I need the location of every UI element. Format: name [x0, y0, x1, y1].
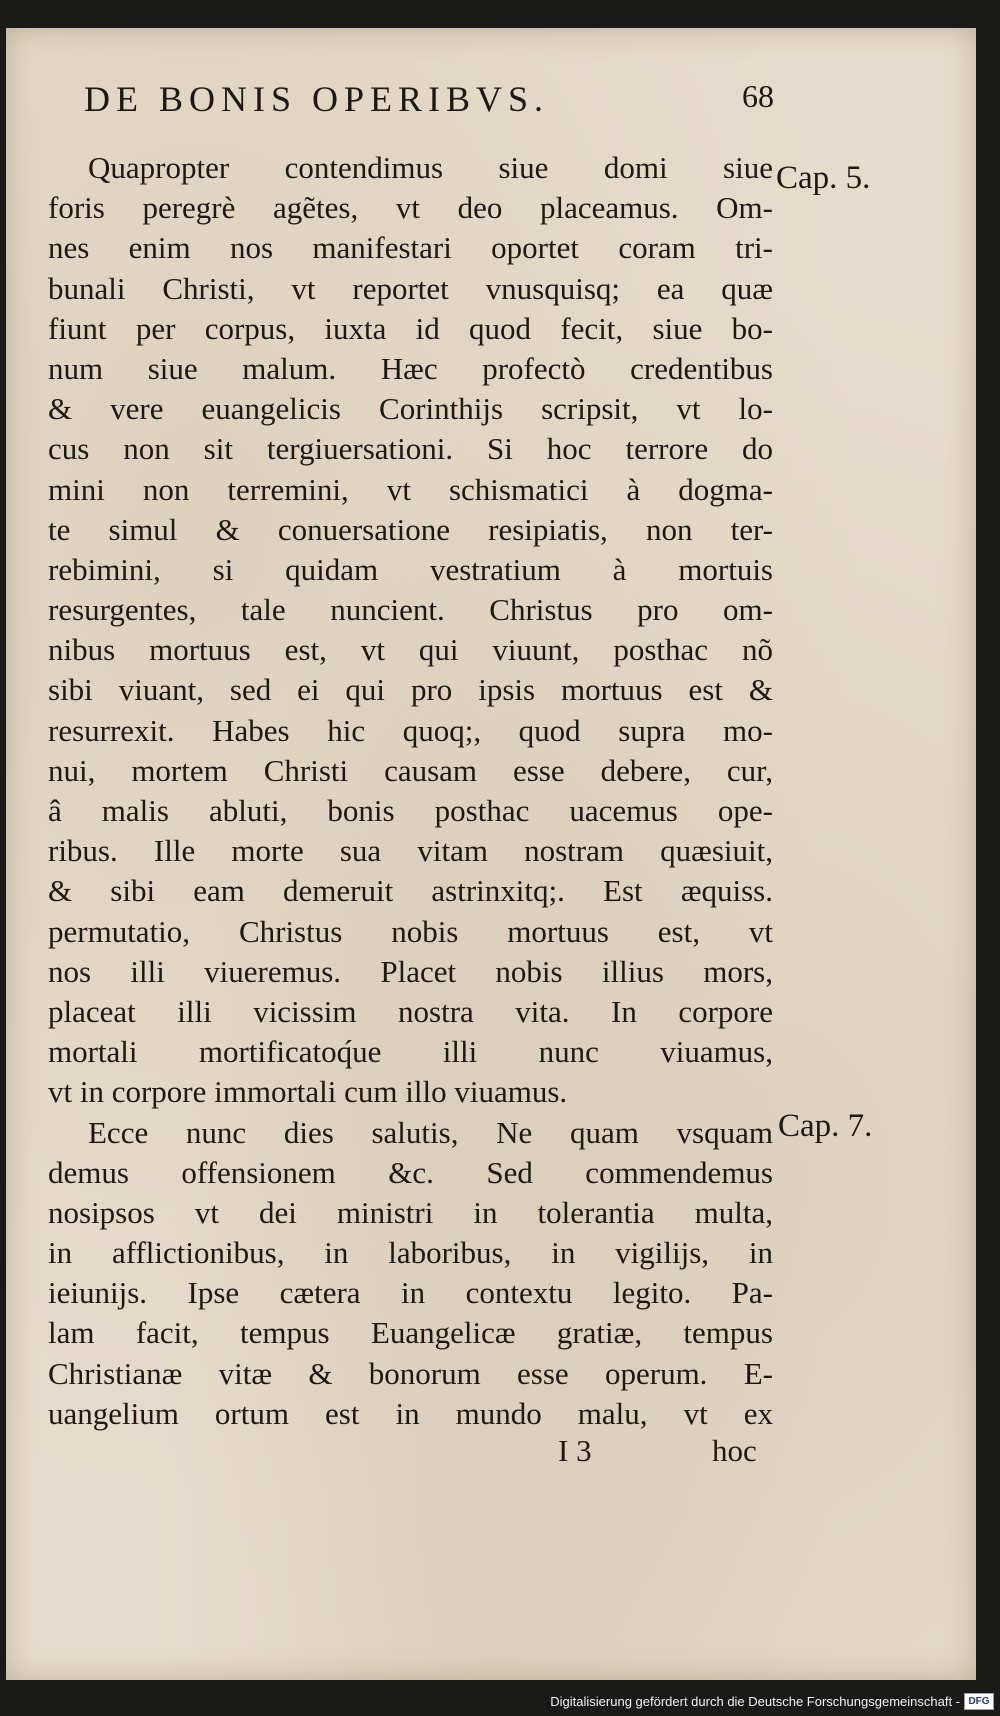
text-line: te simul & conuersatione resipiatis, non ter-	[48, 511, 773, 547]
text-line: demus offensionem &c. Sed commendemus	[48, 1154, 773, 1190]
text-line: & sibi eam demeruit astrinxitq;. Est æquiss.	[48, 873, 773, 909]
dfg-logo-icon: DFG	[964, 1693, 994, 1710]
margin-note-chapter-7: Cap. 7.	[778, 1108, 873, 1144]
margin-note-chapter-5: Cap. 5.	[776, 160, 871, 196]
credit-bar	[0, 1690, 1000, 1716]
running-title: DE BONIS OPERIBVS.	[84, 79, 550, 119]
text-line: â malis abluti, bonis posthac uacemus ope-	[48, 793, 773, 828]
text-line: fiunt per corpus, iuxta id quod fecit, siue bo-	[48, 310, 773, 346]
page-number: 68	[742, 78, 774, 114]
text-line: mini non terremini, vt schismatici à dogma-	[48, 471, 773, 507]
catchword: hoc	[712, 1433, 757, 1468]
text-line: permutatio, Christus nobis mortuus est, vt	[48, 913, 773, 949]
text-line: num siue malum. Hæc profectò credentibus	[48, 350, 773, 386]
text-line: Christianæ vitæ & bonorum esse operum. E-	[48, 1355, 773, 1391]
text-line: bunali Christi, vt reportet vnusquisq; ea quæ	[48, 270, 773, 306]
digitization-credit: Digitalisierung gefördert durch die Deutsche Forschungsgemeinschaft -	[550, 1694, 960, 1709]
text-line: lam facit, tempus Euangelicæ gratiæ, tempus	[48, 1315, 773, 1351]
text-line: ieiunijs. Ipse cætera in contextu legito. Pa-	[48, 1275, 773, 1311]
text-line: nosipsos vt dei ministri in tolerantia multa,	[48, 1194, 773, 1230]
text-line: mortali mortificatoq́ue illi nunc viuamus,	[48, 1034, 773, 1070]
text-line: sibi viuant, sed ei qui pro ipsis mortuus est &	[48, 672, 773, 708]
body-text	[48, 148, 773, 1434]
text-line: nes enim nos manifestari oportet coram tri-	[48, 230, 773, 266]
text-line: nibus mortuus est, vt qui viuunt, posthac nõ	[48, 632, 773, 668]
text-line: rebimini, si quidam vestratium à mortuis	[48, 551, 773, 587]
signature-mark: I 3	[558, 1433, 592, 1468]
text-line: nos illi viueremus. Placet nobis illius mors,	[48, 953, 773, 989]
text-line: resurrexit. Habes hic quoq;, quod supra mo-	[48, 712, 773, 748]
text-line: ribus. Ille morte sua vitam nostram quæsiuit,	[48, 833, 773, 869]
text-line: Ecce nunc dies salutis, Ne quam vsquam	[88, 1114, 773, 1150]
text-line: vt in corpore immortali cum illo viuamus.	[48, 1074, 568, 1110]
text-line: placeat illi vicissim nostra vita. In corpore	[48, 993, 773, 1029]
running-head	[84, 70, 774, 130]
text-line: foris peregrè agẽtes, vt deo placeamus. Om-	[48, 190, 773, 226]
text-line: cus non sit tergiuersationi. Si hoc terrore do	[48, 431, 773, 467]
book-page	[6, 28, 976, 1680]
text-line: Quapropter contendimus siue domi siue	[88, 150, 773, 185]
text-line: in afflictionibus, in laboribus, in vigilijs, in	[48, 1235, 773, 1271]
text-line: nui, mortem Christi causam esse debere, cur,	[48, 752, 773, 788]
text-line: uangelium ortum est in mundo malu, vt ex	[48, 1395, 773, 1431]
text-line: & vere euangelicis Corinthijs scripsit, vt lo-	[48, 391, 773, 427]
text-line: resurgentes, tale nuncient. Christus pro om-	[48, 592, 773, 628]
